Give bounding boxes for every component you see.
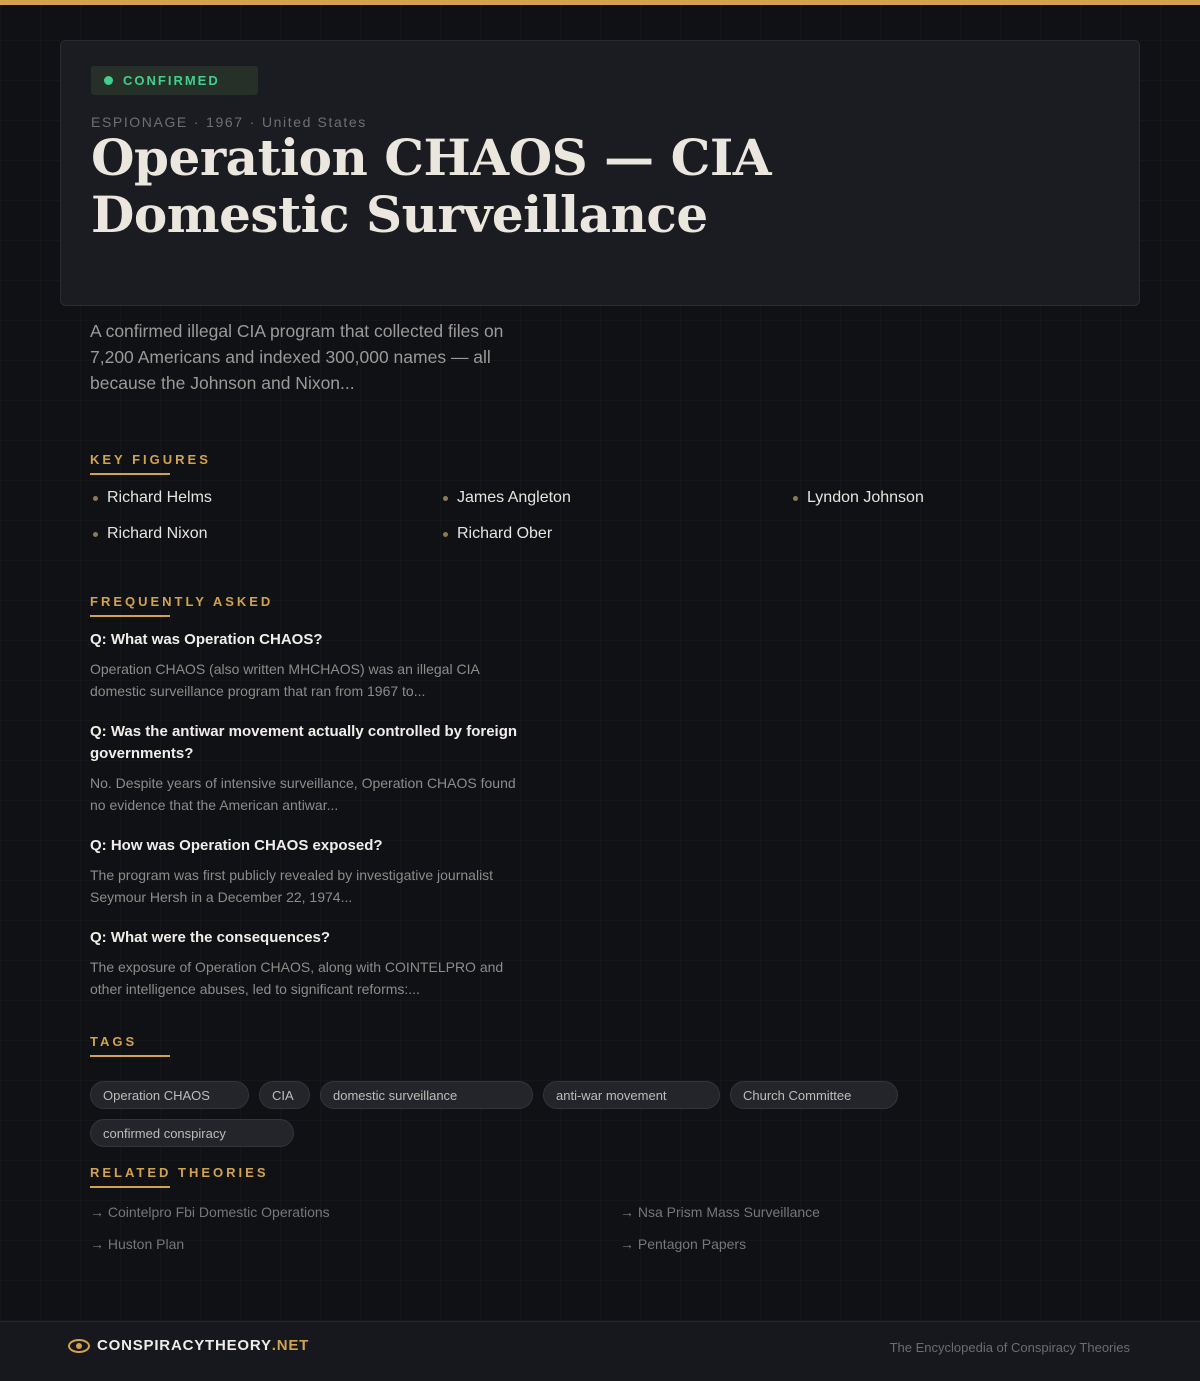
- related-heading: RELATED THEORIES: [90, 1165, 269, 1180]
- key-figure-name: Richard Nixon: [107, 525, 208, 542]
- key-figure-name: Richard Ober: [457, 525, 553, 542]
- logo-text: CONSPIRACYTHEORY: [97, 1337, 272, 1354]
- summary-text: A confirmed illegal CIA program that collected files on 7,200 Americans and indexed 300,000 names — all because the Johnson and Nixon...: [90, 321, 504, 393]
- year-label: 1967: [206, 114, 244, 130]
- tags-underline: [90, 1055, 170, 1057]
- arrow-right-icon: →: [90, 1236, 104, 1252]
- arrow-right-icon: →: [620, 1204, 634, 1220]
- related-link-label: Nsa Prism Mass Surveillance: [637, 1204, 820, 1220]
- faq-answer: The program was first publicly revealed by investigative journalist Seymour Hersh in a December 22, 1974...: [90, 867, 494, 905]
- key-figure-item[interactable]: [793, 489, 924, 507]
- hero-card: [60, 40, 1140, 306]
- bullet-icon: [443, 532, 448, 537]
- top-accent-bar: [0, 0, 1200, 5]
- faq-question[interactable]: Q: How was Operation CHAOS exposed?: [90, 837, 383, 854]
- faq-question[interactable]: Q: What were the consequences?: [90, 929, 331, 946]
- footer-tagline: The Encyclopedia of Conspiracy Theories: [889, 1340, 1130, 1355]
- related-link-label: Pentagon Papers: [637, 1236, 747, 1252]
- related-link-label: Huston Plan: [107, 1236, 185, 1252]
- faq-answer: No. Despite years of intensive surveillance, Operation CHAOS found no evidence that the American antiwar...: [90, 775, 516, 813]
- logo-suffix: .NET: [271, 1337, 310, 1354]
- key-figure-name: Lyndon Johnson: [807, 489, 924, 506]
- tag-chip[interactable]: Church Committee: [730, 1081, 898, 1109]
- country-label: United States: [261, 114, 367, 130]
- key-figure-item[interactable]: [93, 525, 207, 543]
- tag-chip[interactable]: CIA: [259, 1081, 310, 1109]
- key-figure-name: Richard Helms: [107, 489, 212, 506]
- faq-question[interactable]: Q: What was Operation CHAOS?: [90, 631, 323, 648]
- tag-chip[interactable]: Operation CHAOS: [90, 1081, 249, 1109]
- key-figures-heading: KEY FIGURES: [90, 452, 211, 467]
- key-figure-name: James Angleton: [457, 489, 571, 506]
- eye-pupil: [76, 1343, 82, 1349]
- related-underline: [90, 1186, 170, 1188]
- tag-chip[interactable]: anti-war movement: [543, 1081, 720, 1109]
- related-link[interactable]: [90, 1204, 330, 1220]
- tag-chip[interactable]: confirmed conspiracy: [90, 1119, 294, 1147]
- bullet-icon: [443, 496, 448, 501]
- related-link[interactable]: [90, 1236, 184, 1252]
- arrow-right-icon: →: [620, 1236, 634, 1252]
- bullet-icon: [793, 496, 798, 501]
- eye-icon: [68, 1339, 90, 1353]
- faq-question[interactable]: Q: Was the antiwar movement actually controlled by foreign governments?: [90, 723, 518, 762]
- meta-line: ESPIONAGE · 1967 · United States: [91, 114, 367, 130]
- related-link[interactable]: [620, 1204, 820, 1220]
- site-logo[interactable]: [68, 1337, 309, 1354]
- bullet-icon: [93, 496, 98, 501]
- status-dot-icon: [104, 76, 113, 85]
- related-link[interactable]: [620, 1236, 746, 1252]
- related-link-label: Cointelpro Fbi Domestic Operations: [107, 1204, 330, 1220]
- faq-underline: [90, 615, 170, 617]
- status-label: CONFIRMED: [123, 73, 220, 88]
- key-figure-item[interactable]: [443, 525, 552, 543]
- category-label: ESPIONAGE: [91, 114, 188, 130]
- footer: [0, 1321, 1200, 1381]
- bullet-icon: [93, 532, 98, 537]
- faq-answer: Operation CHAOS (also written MHCHAOS) was an illegal CIA domestic surveillance program that ran from 1967 to...: [90, 661, 480, 699]
- arrow-right-icon: →: [90, 1204, 104, 1220]
- key-figure-item[interactable]: [443, 489, 571, 507]
- key-figures-underline: [90, 473, 170, 475]
- faq-heading: FREQUENTLY ASKED: [90, 594, 274, 609]
- page-title: Operation CHAOS — CIA Domestic Surveillance: [91, 128, 772, 244]
- faq-answer: The exposure of Operation CHAOS, along with COINTELPRO and other intelligence abuses, led to significant reforms:...: [90, 959, 504, 997]
- tag-chip[interactable]: domestic surveillance: [320, 1081, 533, 1109]
- tags-heading: TAGS: [90, 1034, 138, 1049]
- status-badge: [91, 66, 258, 95]
- key-figure-item[interactable]: [93, 489, 212, 507]
